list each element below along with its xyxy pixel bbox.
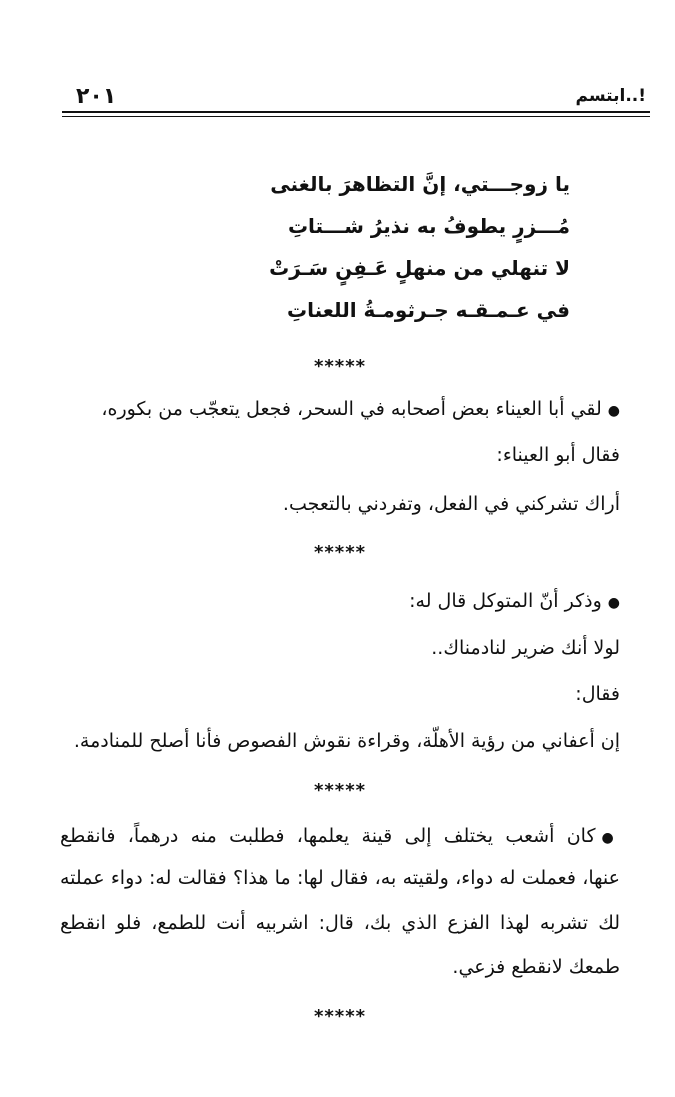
paragraph-line: فقال أبو العيناء: [496, 444, 620, 466]
bullet-icon: ● [601, 830, 621, 846]
header-rule [62, 111, 650, 113]
paragraph-line: ●لقي أبا العيناء بعض أصحابه في السحر، فجعل يتعجّب من بكوره، [101, 398, 620, 420]
poem-line: لا تنهلي من منهلٍ عَـفِنٍ سَـرَتْ [269, 256, 570, 280]
page-header [62, 84, 650, 112]
poem-line: يا زوجـــتي، إنَّ التظاهرَ بالغنى [270, 172, 570, 196]
paragraph-line: أراك تشركني في الفعل، وتفردني بالتعجب. [282, 493, 620, 515]
paragraph-line: طمعك لانقطع فزعي. [452, 956, 620, 978]
section-separator: ***** [313, 780, 367, 801]
section-separator: ***** [313, 1006, 367, 1027]
paragraph-line: لولا أنك ضرير لنادمناك.. [431, 637, 620, 659]
header-rule-thin [62, 116, 650, 117]
poem-line: في عـمـقـه جـرثومـةُ اللعناتِ [287, 298, 570, 322]
paragraph-line: عنها، فعملت له دواء، ولقيته به، فقال لها: ما هذا؟ فقالت له: دواء عملته [60, 867, 620, 889]
paragraph-line: فقال: [575, 683, 620, 705]
running-title: ابتسم..! [575, 86, 646, 106]
paragraph-line: لك تشربه لهذا الفزع الذي بك، قال: اشربيه أنت للطمع، فلو انقطع [60, 912, 620, 934]
poem-line: مُـــزرٍ يطوفُ به نذيرُ شـــتاتِ [287, 214, 570, 238]
paragraph-line: ●كان أشعب يختلف إلى قينة يعلمها، فطلبت منه درهماً، فانقطع [60, 825, 621, 847]
section-separator: ***** [313, 356, 367, 377]
paragraph-line: إن أعفاني من رؤية الأهلّة، وقراءة نقوش الفصوص فأنا أصلح للمنادمة. [73, 730, 620, 752]
page-number: ٢٠١ [76, 84, 117, 109]
bullet-icon: ● [607, 403, 620, 419]
bullet-icon: ● [607, 595, 620, 611]
section-separator: ***** [313, 542, 367, 563]
paragraph-line: ●وذكر أنّ المتوكل قال له: [409, 590, 620, 612]
